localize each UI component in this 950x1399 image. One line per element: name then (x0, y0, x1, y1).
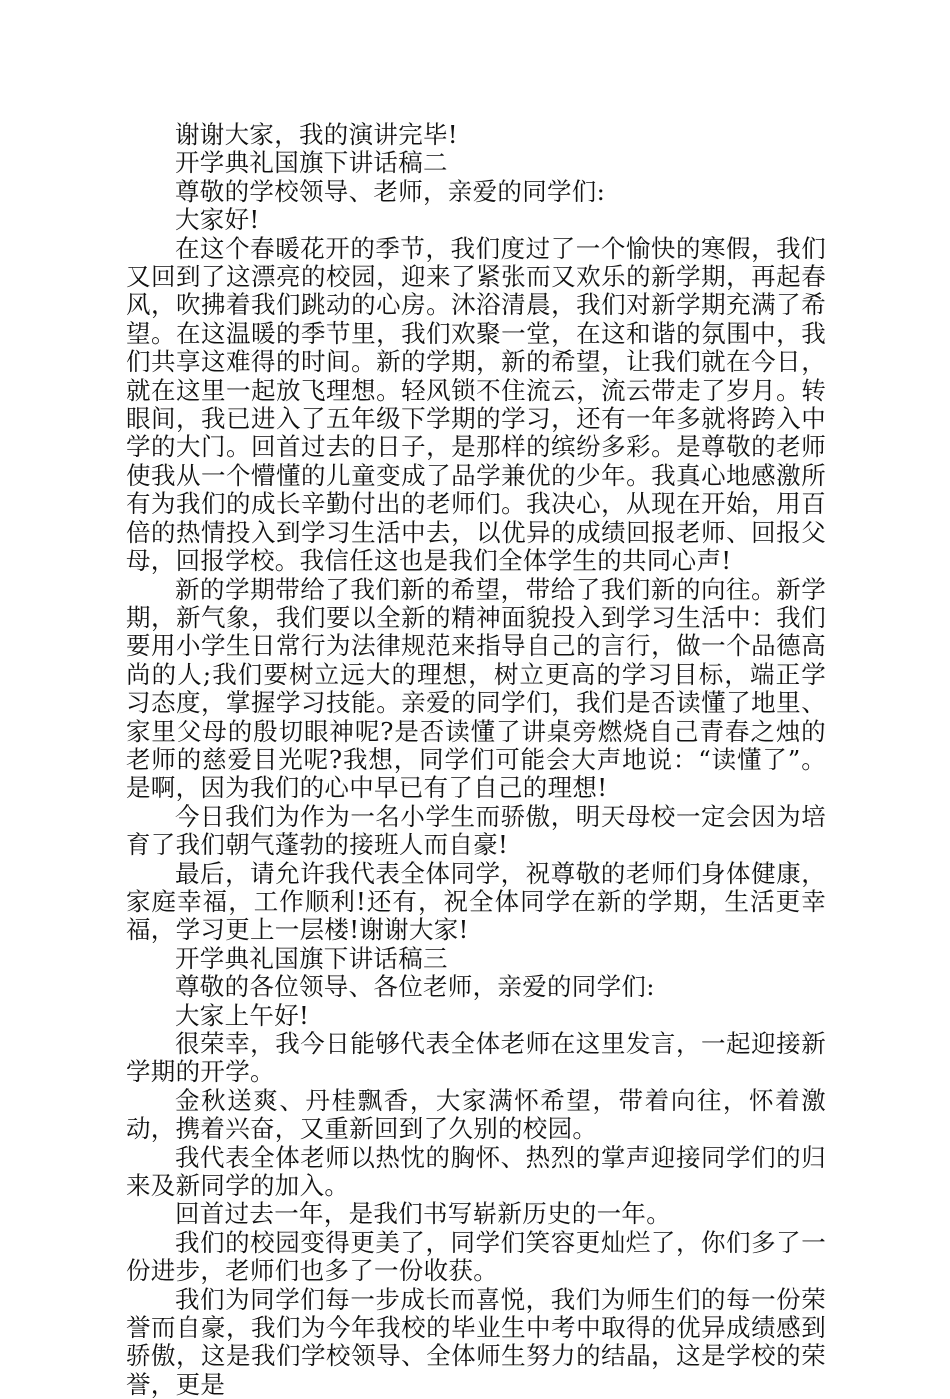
body-paragraph: 金秋送爽、丹桂飘香，大家满怀希望，带着向往，怀着激动，携着兴奋，又重新回到了久别的校园。 (126, 1085, 826, 1144)
body-paragraph: 我代表全体老师以热忱的胸怀、热烈的掌声迎接同学们的归来及新同学的加入。 (126, 1142, 826, 1201)
closing-line: 谢谢大家，我的演讲完毕! (175, 120, 458, 149)
body-paragraph: 今日我们为作为一名小学生而骄傲，明天母校一定会因为培育了我们朝气蓬勃的接班人而自豪! (126, 801, 826, 860)
body-paragraph: 在这个春暖花开的季节，我们度过了一个愉快的寒假，我们又回到了这漂亮的校园，迎来了紧张而又欢乐的新学期，再起春风，吹拂着我们跳动的心房。沐浴清晨，我们对新学期充满了希望。在这温暖的季节里，我们欢聚一堂，在这和谐的氛围中，我们共享这难得的时间。新的学期，新的希望，让我们就在今日，就在这里一起放飞理想。轻风锁不住流云，流云带走了岁月。转眼间，我已进入了五年级下学期的学习，还有一年多就将跨入中学的大门。回首过去的日子，是那样的缤纷多彩。是尊敬的老师使我从一个懵懂的儿童变成了品学兼优的少年。我真心地感激所有为我们的成长辛勤付出的老师们。我决心，从现在开始，用百倍的热情投入到学习生活中去，以优异的成绩回报老师、回报父母，回报学校。我信任这也是我们全体学生的共同心声! (126, 233, 826, 576)
body-paragraph: 新的学期带给了我们新的希望，带给了我们新的向往。新学期，新气象，我们要以全新的精神面貌投入到学习生活中：我们要用小学生日常行为法律规范来指导自己的言行，做一个品德高尚的人;我们要树立远大的理想，树立更高的学习目标，端正学习态度，掌握学习技能。亲爱的同学们，我们是否读懂了地里、家里父母的殷切眼神呢?是否读懂了讲桌旁燃烧自己青春之烛的老师的慈爱目光呢?我想，同学们可能会大声地说：“读懂了”。是啊，因为我们的心中早已有了自己的理想! (126, 574, 826, 803)
greeting: 大家好! (175, 205, 260, 235)
salutation: 尊敬的学校领导、老师，亲爱的同学们: (175, 176, 606, 206)
body-paragraph: 回首过去一年，是我们书写崭新历史的一年。 (175, 1199, 671, 1229)
section-title-2: 开学典礼国旗下讲话稿二 (175, 148, 448, 178)
body-paragraph: 我们的校园变得更美了，同学们笑容更灿烂了，你们多了一份进步，老师们也多了一份收获。 (126, 1227, 826, 1286)
section-title-3: 开学典礼国旗下讲话稿三 (175, 943, 448, 973)
body-paragraph: 最后，请允许我代表全体同学，祝尊敬的老师们身体健康，家庭幸福，工作顺利!还有，祝全体同学在新的学期，生活更幸福，学习更上一层楼!谢谢大家! (126, 858, 826, 945)
body-paragraph: 我们为同学们每一步成长而喜悦，我们为师生们的每一份荣誉而自豪，我们为今年我校的毕业生中考中取得的优异成绩感到骄傲，这是我们学校领导、全体师生努力的结晶，这是学校的荣誉，更是 (126, 1284, 826, 1399)
salutation: 尊敬的各位领导、各位老师，亲爱的同学们: (175, 972, 655, 1002)
document-body (126, 121, 826, 1399)
greeting: 大家上午好! (175, 1000, 310, 1030)
body-paragraph: 很荣幸，我今日能够代表全体老师在这里发言，一起迎接新学期的开学。 (126, 1029, 826, 1087)
